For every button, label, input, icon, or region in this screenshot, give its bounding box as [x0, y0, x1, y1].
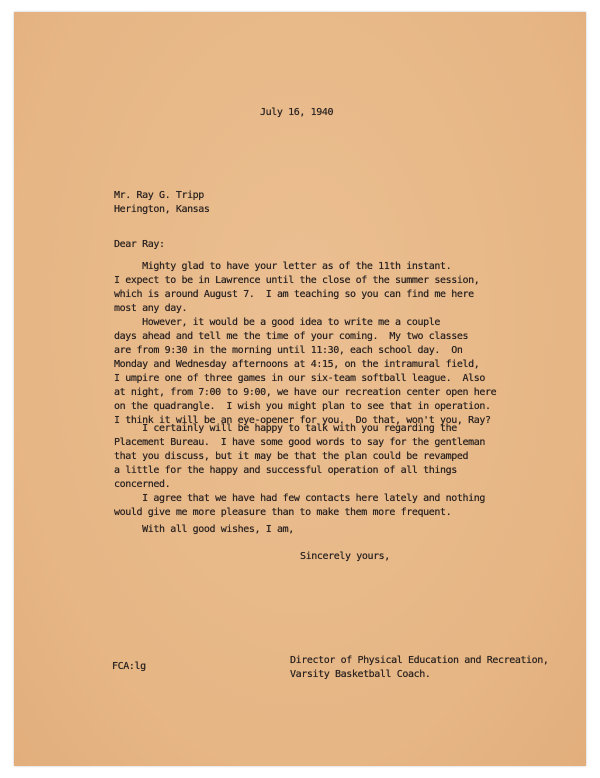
text-line: a little for the happy and successful operation of all things	[114, 465, 457, 476]
text-line: However, it would be a good idea to write me a couple	[114, 317, 440, 328]
paragraph-4	[114, 492, 574, 520]
signature-title-2: Varsity Basketball Coach.	[290, 669, 431, 680]
text-line: I expect to be in Lawrence until the close of the summer session,	[114, 275, 480, 286]
text-line: I certainly will be happy to talk with you regarding the	[114, 423, 457, 434]
text-line: on the quadrangle. I wish you might plan to see that in operation.	[114, 401, 491, 412]
text-line: that you discuss, but it may be that the plan could be revamped	[114, 451, 469, 462]
salutation: Dear Ray:	[114, 239, 165, 250]
text-line: are from 9:30 in the morning until 11:30, each school day. On	[114, 345, 463, 356]
typist-initials: FCA:lg	[112, 661, 146, 672]
text-line: days ahead and tell me the time of your coming. My two classes	[114, 331, 469, 342]
text-line: I umpire one of three games in our six-team softball league. Also	[114, 373, 485, 384]
signature-title-1: Director of Physical Education and Recreation,	[290, 655, 549, 666]
paragraph-1	[114, 260, 574, 316]
paragraph-2	[114, 316, 574, 428]
text-line: which is around August 7. I am teaching so you can find me here	[114, 289, 474, 300]
text-line: I think it will be an eye-opener for you. Do that, won't you, Ray?	[114, 415, 491, 426]
text-line: With all good wishes, I am,	[114, 524, 294, 535]
text-line: I agree that we have had few contacts here lately and nothing	[114, 493, 485, 504]
text-line: Monday and Wednesday afternoons at 4:15, on the intramural field,	[114, 359, 480, 370]
text-line: concerned.	[114, 479, 171, 490]
closing: Sincerely yours,	[300, 551, 390, 562]
letter-date: July 16, 1940	[260, 107, 334, 118]
letter-page	[14, 12, 586, 766]
paragraph-5	[114, 523, 574, 537]
text-line: would give me more pleasure than to make them more frequent.	[114, 507, 452, 518]
paragraph-3	[114, 422, 574, 492]
text-line: Placement Bureau. I have some good words to say for the gentleman	[114, 437, 485, 448]
text-line: at night, from 7:00 to 9:00, we have our recreation center open here	[114, 387, 497, 398]
text-line: most any day.	[114, 303, 188, 314]
recipient-name: Mr. Ray G. Tripp	[114, 190, 204, 201]
text-line: Mighty glad to have your letter as of the 11th instant.	[114, 261, 452, 272]
recipient-city: Herington, Kansas	[114, 204, 210, 215]
